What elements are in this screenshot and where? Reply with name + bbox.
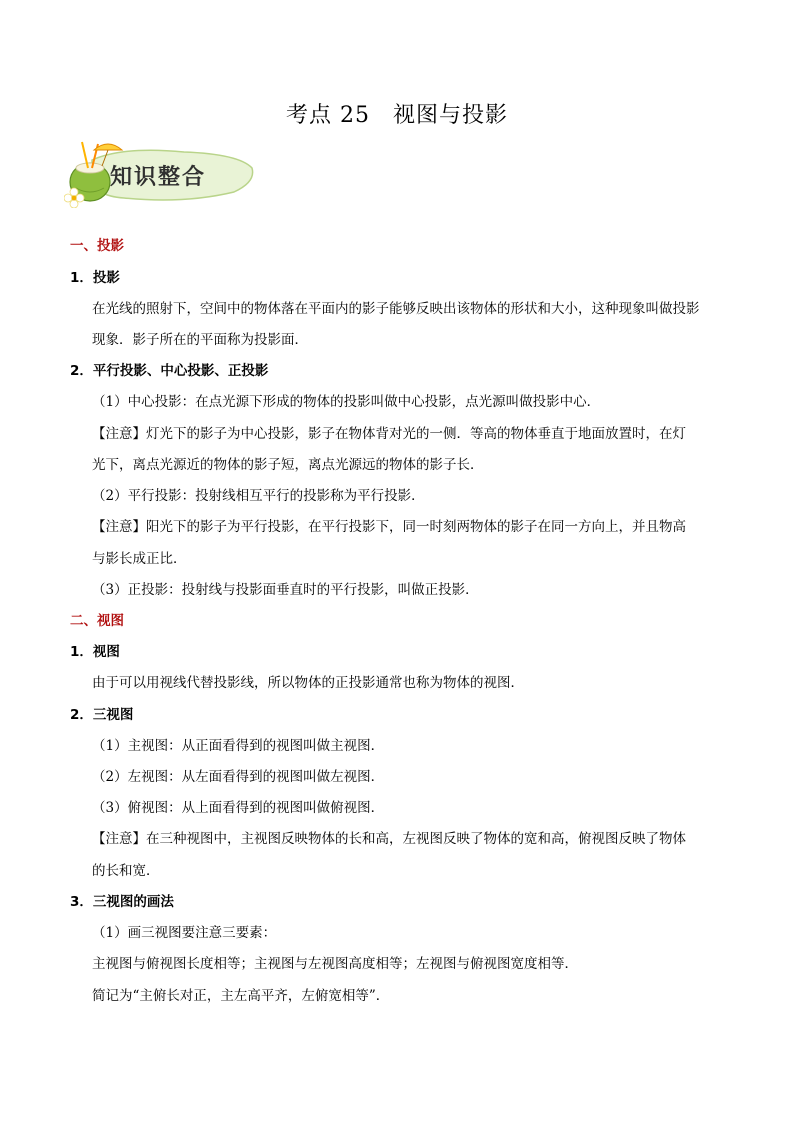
paragraph-line: （2）平行投影：投射线相互平行的投影称为平行投影． — [92, 488, 425, 504]
paragraph-line: 由于可以用视线代替投影线，所以物体的正投影通常也称为物体的视图． — [92, 675, 524, 691]
paragraph-line: （2）左视图：从左面看得到的视图叫做左视图． — [92, 769, 385, 785]
paragraph-line: （3）俯视图：从上面看得到的视图叫做俯视图． — [92, 800, 385, 816]
section-heading: 二、视图 — [70, 613, 124, 629]
paragraph-line: 在光线的照射下，空间中的物体落在平面内的影子能够反映出该物体的形状和大小，这种现象叫做投影 — [92, 301, 700, 317]
subsection-heading: 1．视图 — [70, 644, 120, 660]
paragraph-line: 现象．影子所在的平面称为投影面． — [92, 332, 308, 348]
paragraph-line: 【注意】灯光下的影子为中心投影，影子在物体背对光的一侧．等高的物体垂直于地面放置时，在灯 — [92, 426, 686, 442]
subsection-heading: 1．投影 — [70, 270, 120, 286]
page-title: 考点 25 视图与投影 — [286, 103, 508, 128]
paragraph-line: （3）正投影：投射线与投影面垂直时的平行投影，叫做正投影． — [92, 582, 479, 598]
subsection-heading: 2．平行投影、中心投影、正投影 — [70, 363, 269, 379]
paragraph-line: （1）画三视图要注意三要素： — [92, 925, 277, 941]
paragraph-line: 的长和宽． — [92, 863, 160, 879]
paragraph-line: 【注意】在三种视图中，主视图反映物体的长和高，左视图反映了物体的宽和高，俯视图反映了物体 — [92, 831, 686, 847]
paragraph-line: 与影长成正比． — [92, 551, 187, 567]
paragraph-line: 【注意】阳光下的影子为平行投影，在平行投影下，同一时刻两物体的影子在同一方向上，并且物高 — [92, 519, 686, 535]
subsection-heading: 2．三视图 — [70, 707, 134, 723]
knowledge-banner-label: 知识整合 — [110, 165, 207, 190]
paragraph-line: 光下，离点光源近的物体的影子短，离点光源远的物体的影子长． — [92, 457, 484, 473]
paragraph-line: 简记为“主俯长对正，主左高平齐，左俯宽相等”． — [92, 988, 390, 1004]
subsection-heading: 3．三视图的画法 — [70, 894, 174, 910]
paragraph-line: （1）中心投影：在点光源下形成的物体的投影叫做中心投影，点光源叫做投影中心． — [92, 394, 601, 410]
paragraph-line: 主视图与俯视图长度相等；主视图与左视图高度相等；左视图与俯视图宽度相等． — [92, 956, 578, 972]
section-heading: 一、投影 — [70, 238, 124, 254]
paragraph-line: （1）主视图：从正面看得到的视图叫做主视图． — [92, 738, 385, 754]
